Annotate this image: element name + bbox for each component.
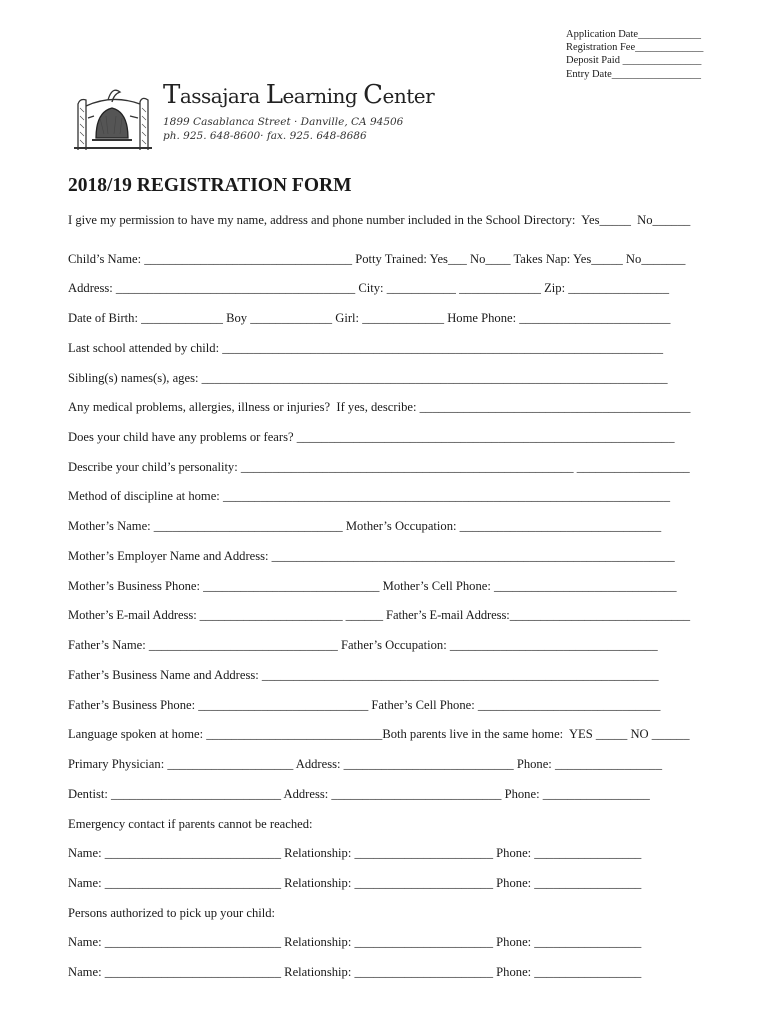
deposit-paid-field[interactable]: Deposit Paid _______________: [566, 55, 702, 67]
application-date-field[interactable]: Application Date____________: [566, 29, 702, 40]
physician-line[interactable]: Primary Physician: ____________________ Address: ___________________________ Phone: _________________: [68, 757, 662, 771]
mother-name-line[interactable]: Mother’s Name: ______________________________ Mother’s Occupation: ________________________________: [68, 519, 662, 533]
dentist-line[interactable]: Dentist: ___________________________ Address: ___________________________ Phone: _________________: [68, 787, 650, 801]
father-phone-line[interactable]: Father’s Business Phone: ___________________________ Father’s Cell Phone: _____________________________: [68, 698, 661, 712]
form-title: 2018/19 REGISTRATION FORM: [68, 175, 352, 196]
last-school-line[interactable]: Last school attended by child: ______________________________________________________________________: [68, 341, 664, 355]
mother-employer-line[interactable]: Mother’s Employer Name and Address: ________________________________________________________________: [68, 549, 675, 563]
emergency-contact-heading: Emergency contact if parents cannot be reached:: [68, 817, 313, 831]
siblings-line[interactable]: Sibling(s) names(s), ages: __________________________________________________________________________: [68, 371, 668, 385]
language-line[interactable]: Language spoken at home: ____________________________Both parents live in the same home: YES _____ NO ______: [68, 727, 690, 741]
authorized-pickup-1-line[interactable]: Name: ____________________________ Relationship: ______________________ Phone: _________________: [68, 935, 642, 949]
child-name-line[interactable]: Child’s Name: _________________________________ Potty Trained: Yes___ No____ Takes Nap: Yes_____ No_______: [68, 252, 686, 266]
date-of-birth-line[interactable]: Date of Birth: _____________ Boy _____________ Girl: _____________ Home Phone: ________________________: [68, 311, 671, 325]
problems-fears-line[interactable]: Does your child have any problems or fears? ____________________________________________________________: [68, 430, 675, 444]
center-name: Tassajara Learning Center: [163, 80, 435, 110]
emergency-contact-1-line[interactable]: Name: ____________________________ Relationship: ______________________ Phone: _________________: [68, 846, 642, 860]
emergency-contact-2-line[interactable]: Name: ____________________________ Relationship: ______________________ Phone: _________________: [68, 876, 642, 890]
center-address: 1899 Casablanca Street · Danville, CA 94506: [163, 116, 404, 128]
office-use-fields: [566, 28, 703, 81]
center-phone: ph. 925. 648-8600· fax. 925. 648-8686: [163, 130, 367, 142]
discipline-line[interactable]: Method of discipline at home: _______________________________________________________________________: [68, 489, 671, 503]
personality-line[interactable]: Describe your child’s personality: _____________________________________________________ __________________: [68, 460, 690, 474]
entry-date-field[interactable]: Entry Date_________________: [566, 68, 702, 80]
bell-logo-icon: [70, 78, 154, 152]
father-name-line[interactable]: Father’s Name: ______________________________ Father’s Occupation: _________________________________: [68, 638, 658, 652]
medical-problems-line[interactable]: Any medical problems, allergies, illness or injuries? If yes, describe: ___________________________________________: [68, 400, 691, 414]
father-business-line[interactable]: Father’s Business Name and Address: _______________________________________________________________: [68, 668, 659, 682]
address-line[interactable]: Address: ______________________________________ City: ___________ _____________ Zip: ________________: [68, 281, 670, 295]
registration-fee-field[interactable]: Registration Fee_____________: [566, 42, 704, 54]
directory-permission-line[interactable]: I give my permission to have my name, address and phone number included in the School Directory: Yes_____ No______: [68, 213, 691, 227]
authorized-pickup-2-line[interactable]: Name: ____________________________ Relationship: ______________________ Phone: _________________: [68, 965, 642, 979]
mother-phone-line[interactable]: Mother’s Business Phone: ____________________________ Mother’s Cell Phone: _____________________________: [68, 579, 677, 593]
email-line[interactable]: Mother’s E-mail Address: _______________________ ______ Father’s E-mail Address:_____________________________: [68, 608, 690, 622]
authorized-pickup-heading: Persons authorized to pick up your child:: [68, 906, 276, 920]
